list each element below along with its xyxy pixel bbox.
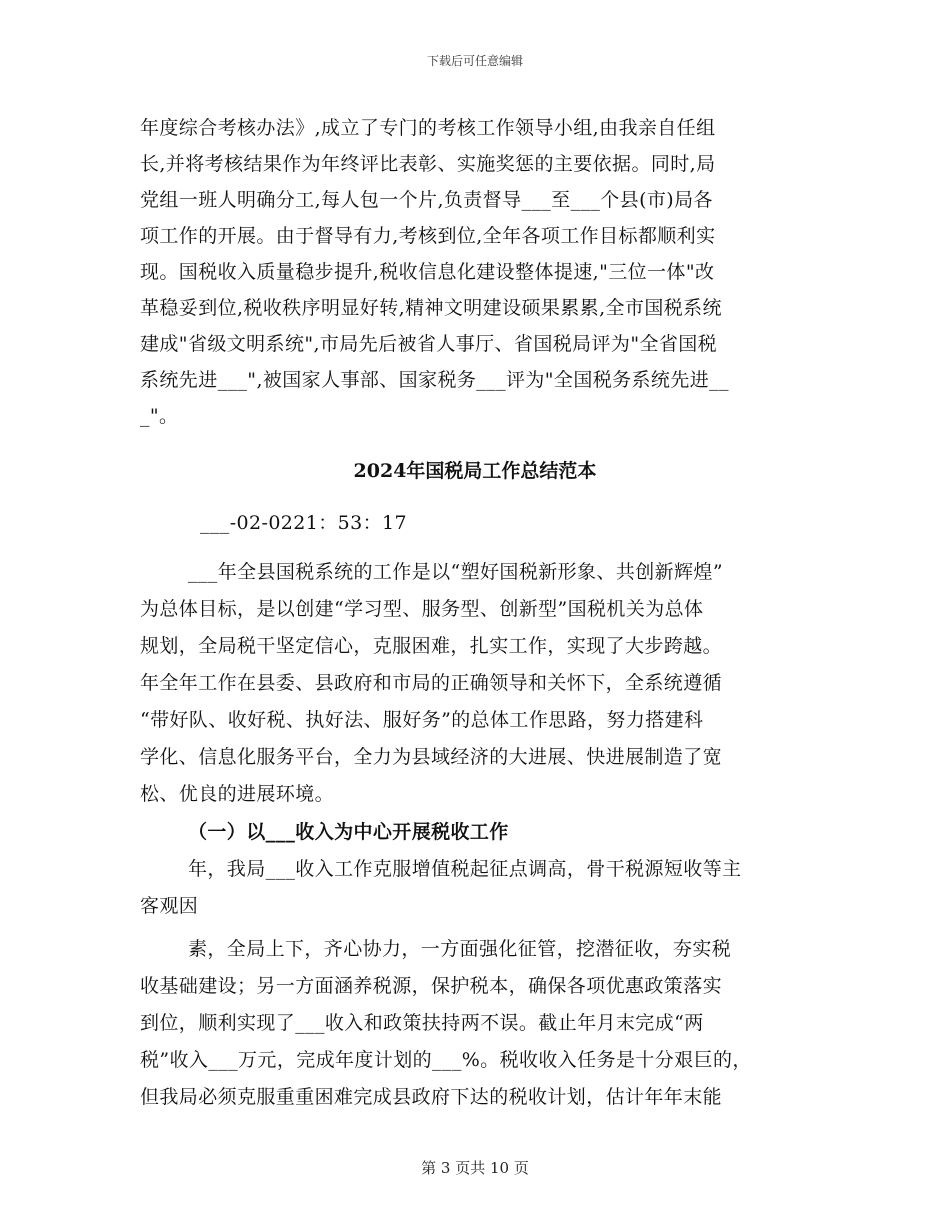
text-line: 松、优良的进展环境。: [140, 783, 335, 805]
text-line: 建成"省级文明系统",市局先后被省人事厅、省国税局评为"全省国税: [140, 333, 718, 355]
text-line: 长,并将考核结果作为年终评比表彰、实施奖惩的主要依据。同时,局: [140, 153, 716, 175]
text-line: 为总体目标，是以创建“学习型、服务型、创新型”国税机关为总体: [140, 598, 704, 620]
text-line: 规划，全局税干坚定信心，克服困难，扎实工作，实现了大步跨越。: [140, 635, 723, 657]
text-line: 税”收入___万元，完成年度计划的___%。税收收入任务是十分艰巨的，: [140, 1049, 752, 1071]
text-line: 收基础建设；另一方面涵养税源，保护税本，确保各项优惠政策落实: [140, 975, 723, 997]
text-line: 年度综合考核办法》,成立了专门的考核工作领导小组,由我亲自任组: [140, 117, 716, 139]
text-line: ___年全县国税系统的工作是以“塑好国税新形象、共创新辉煌”: [188, 561, 723, 583]
text-line: 系统先进___",被国家人事部、国家税务___评为"全国税务系统先进__: [140, 369, 729, 391]
text-line: 客观因: [140, 895, 199, 917]
text-line: 党组一班人明确分工,每人包一个片,负责督导___至___个县(市)局各: [140, 189, 713, 211]
text-line: 素，全局上下，齐心协力，一方面强化征管，挖潜征收，夯实税: [188, 938, 732, 960]
page-footer: 第 3 页共 10 页: [421, 1159, 529, 1177]
document-title: 2024年国税局工作总结范本: [353, 460, 597, 482]
text-line: 到位，顺利实现了___收入和政策扶持两不误。截止年月末完成“两: [140, 1012, 704, 1034]
text-line: 项工作的开展。由于督导有力,考核到位,全年各项工作目标都顺利实: [140, 225, 716, 247]
text-line: 革稳妥到位,税收秩序明显好转,精神文明建设硕果累累,全市国税系统: [140, 297, 722, 319]
text-line: 现。国税收入质量稳步提升,税收信息化建设整体提速,"三位一体"改: [140, 261, 715, 283]
page-header: 下载后可任意编辑: [426, 54, 523, 68]
text-line: _"。: [140, 405, 179, 427]
text-line: 年，我局___收入工作克服增值税起征点调高，骨干税源短收等主: [188, 858, 742, 880]
text-line: 年全年工作在县委、县政府和市局的正确领导和关怀下，全系统遵循: [140, 672, 723, 694]
section-heading: （一）以___收入为中心开展税收工作: [188, 821, 509, 843]
date-line: ___-02-0221：53：17: [200, 512, 408, 534]
text-line: 学化、信息化服务平台，全力为县域经济的大进展、快进展制造了宽: [140, 746, 723, 768]
text-line: 但我局必须克服重重困难完成县政府下达的税收计划，估计年年末能: [140, 1086, 723, 1108]
text-line: “带好队、收好税、执好法、服好务”的总体工作思路，努力搭建科: [140, 709, 704, 731]
